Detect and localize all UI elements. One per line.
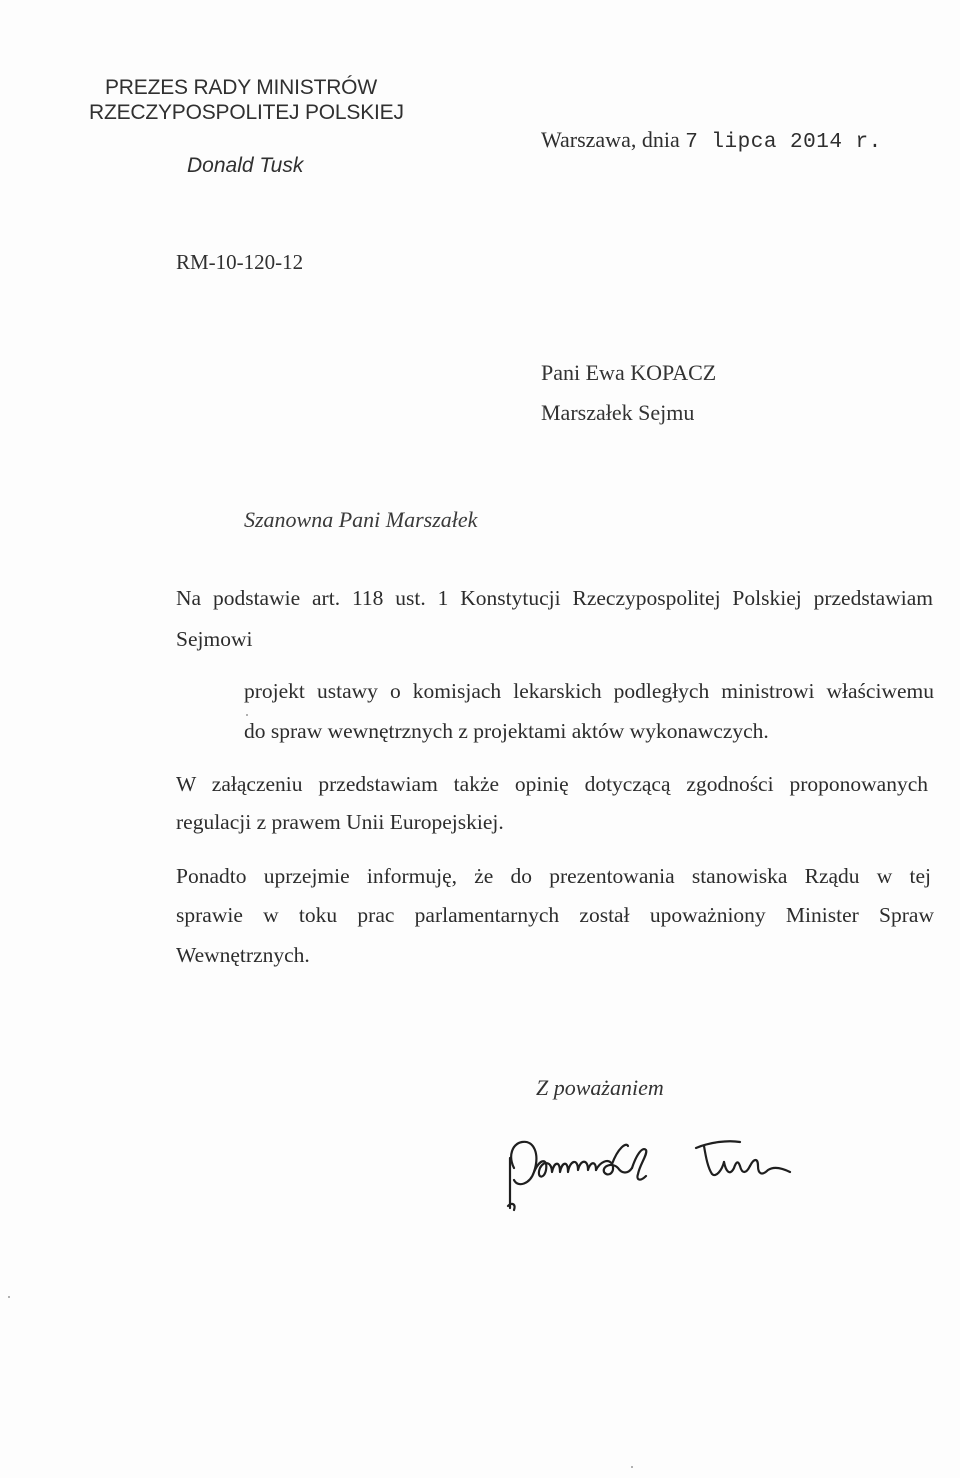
body-p3-line1: Ponadto uprzejmie informuję, że do prezentowania stanowiska Rządu w tej (176, 864, 931, 888)
body-p2-line1: W załączeniu przedstawiam także opinię dotyczącą zgodności proponowanych (176, 772, 928, 796)
body-p1-line1: Na podstawie art. 118 ust. 1 Konstytucji Rzeczypospolitej Polskiej przedstawiam (176, 586, 933, 610)
dateline (541, 127, 882, 154)
body-p3-line2: sprawie w toku prac parlamentarnych został upoważniony Minister Spraw (176, 903, 934, 927)
dateline-date: 7 lipca 2014 r. (685, 131, 882, 154)
scan-speck (8, 1296, 10, 1298)
project-title-line1: projekt ustawy o komisjach lekarskich podległych ministrowi właściwemu (244, 679, 934, 703)
office-title-line2: RZECZYPOSPOLITEJ POLSKIEJ (89, 101, 404, 124)
salutation: Szanowna Pani Marszałek (244, 507, 478, 532)
addressee-title: Marszałek Sejmu (541, 400, 695, 425)
addressee-name: Pani Ewa KOPACZ (541, 360, 717, 385)
office-title-line1: PREZES RADY MINISTRÓW (105, 76, 377, 99)
body-p1-line2: Sejmowi (176, 627, 253, 651)
scan-speck (631, 1466, 633, 1468)
sender-name: Donald Tusk (187, 154, 304, 177)
closing-phrase: Z poważaniem (536, 1075, 664, 1100)
reference-number: RM-10-120-12 (176, 250, 304, 274)
project-title-line2: do spraw wewnętrznych z projektami aktów wykonawczych. (244, 719, 769, 743)
scan-speck (246, 714, 248, 716)
dateline-place: Warszawa, dnia (541, 127, 680, 152)
body-p2-line2: regulacji z prawem Unii Europejskiej. (176, 810, 504, 834)
body-p3-line3: Wewnętrznych. (176, 943, 310, 967)
handwritten-signature (500, 1128, 800, 1218)
